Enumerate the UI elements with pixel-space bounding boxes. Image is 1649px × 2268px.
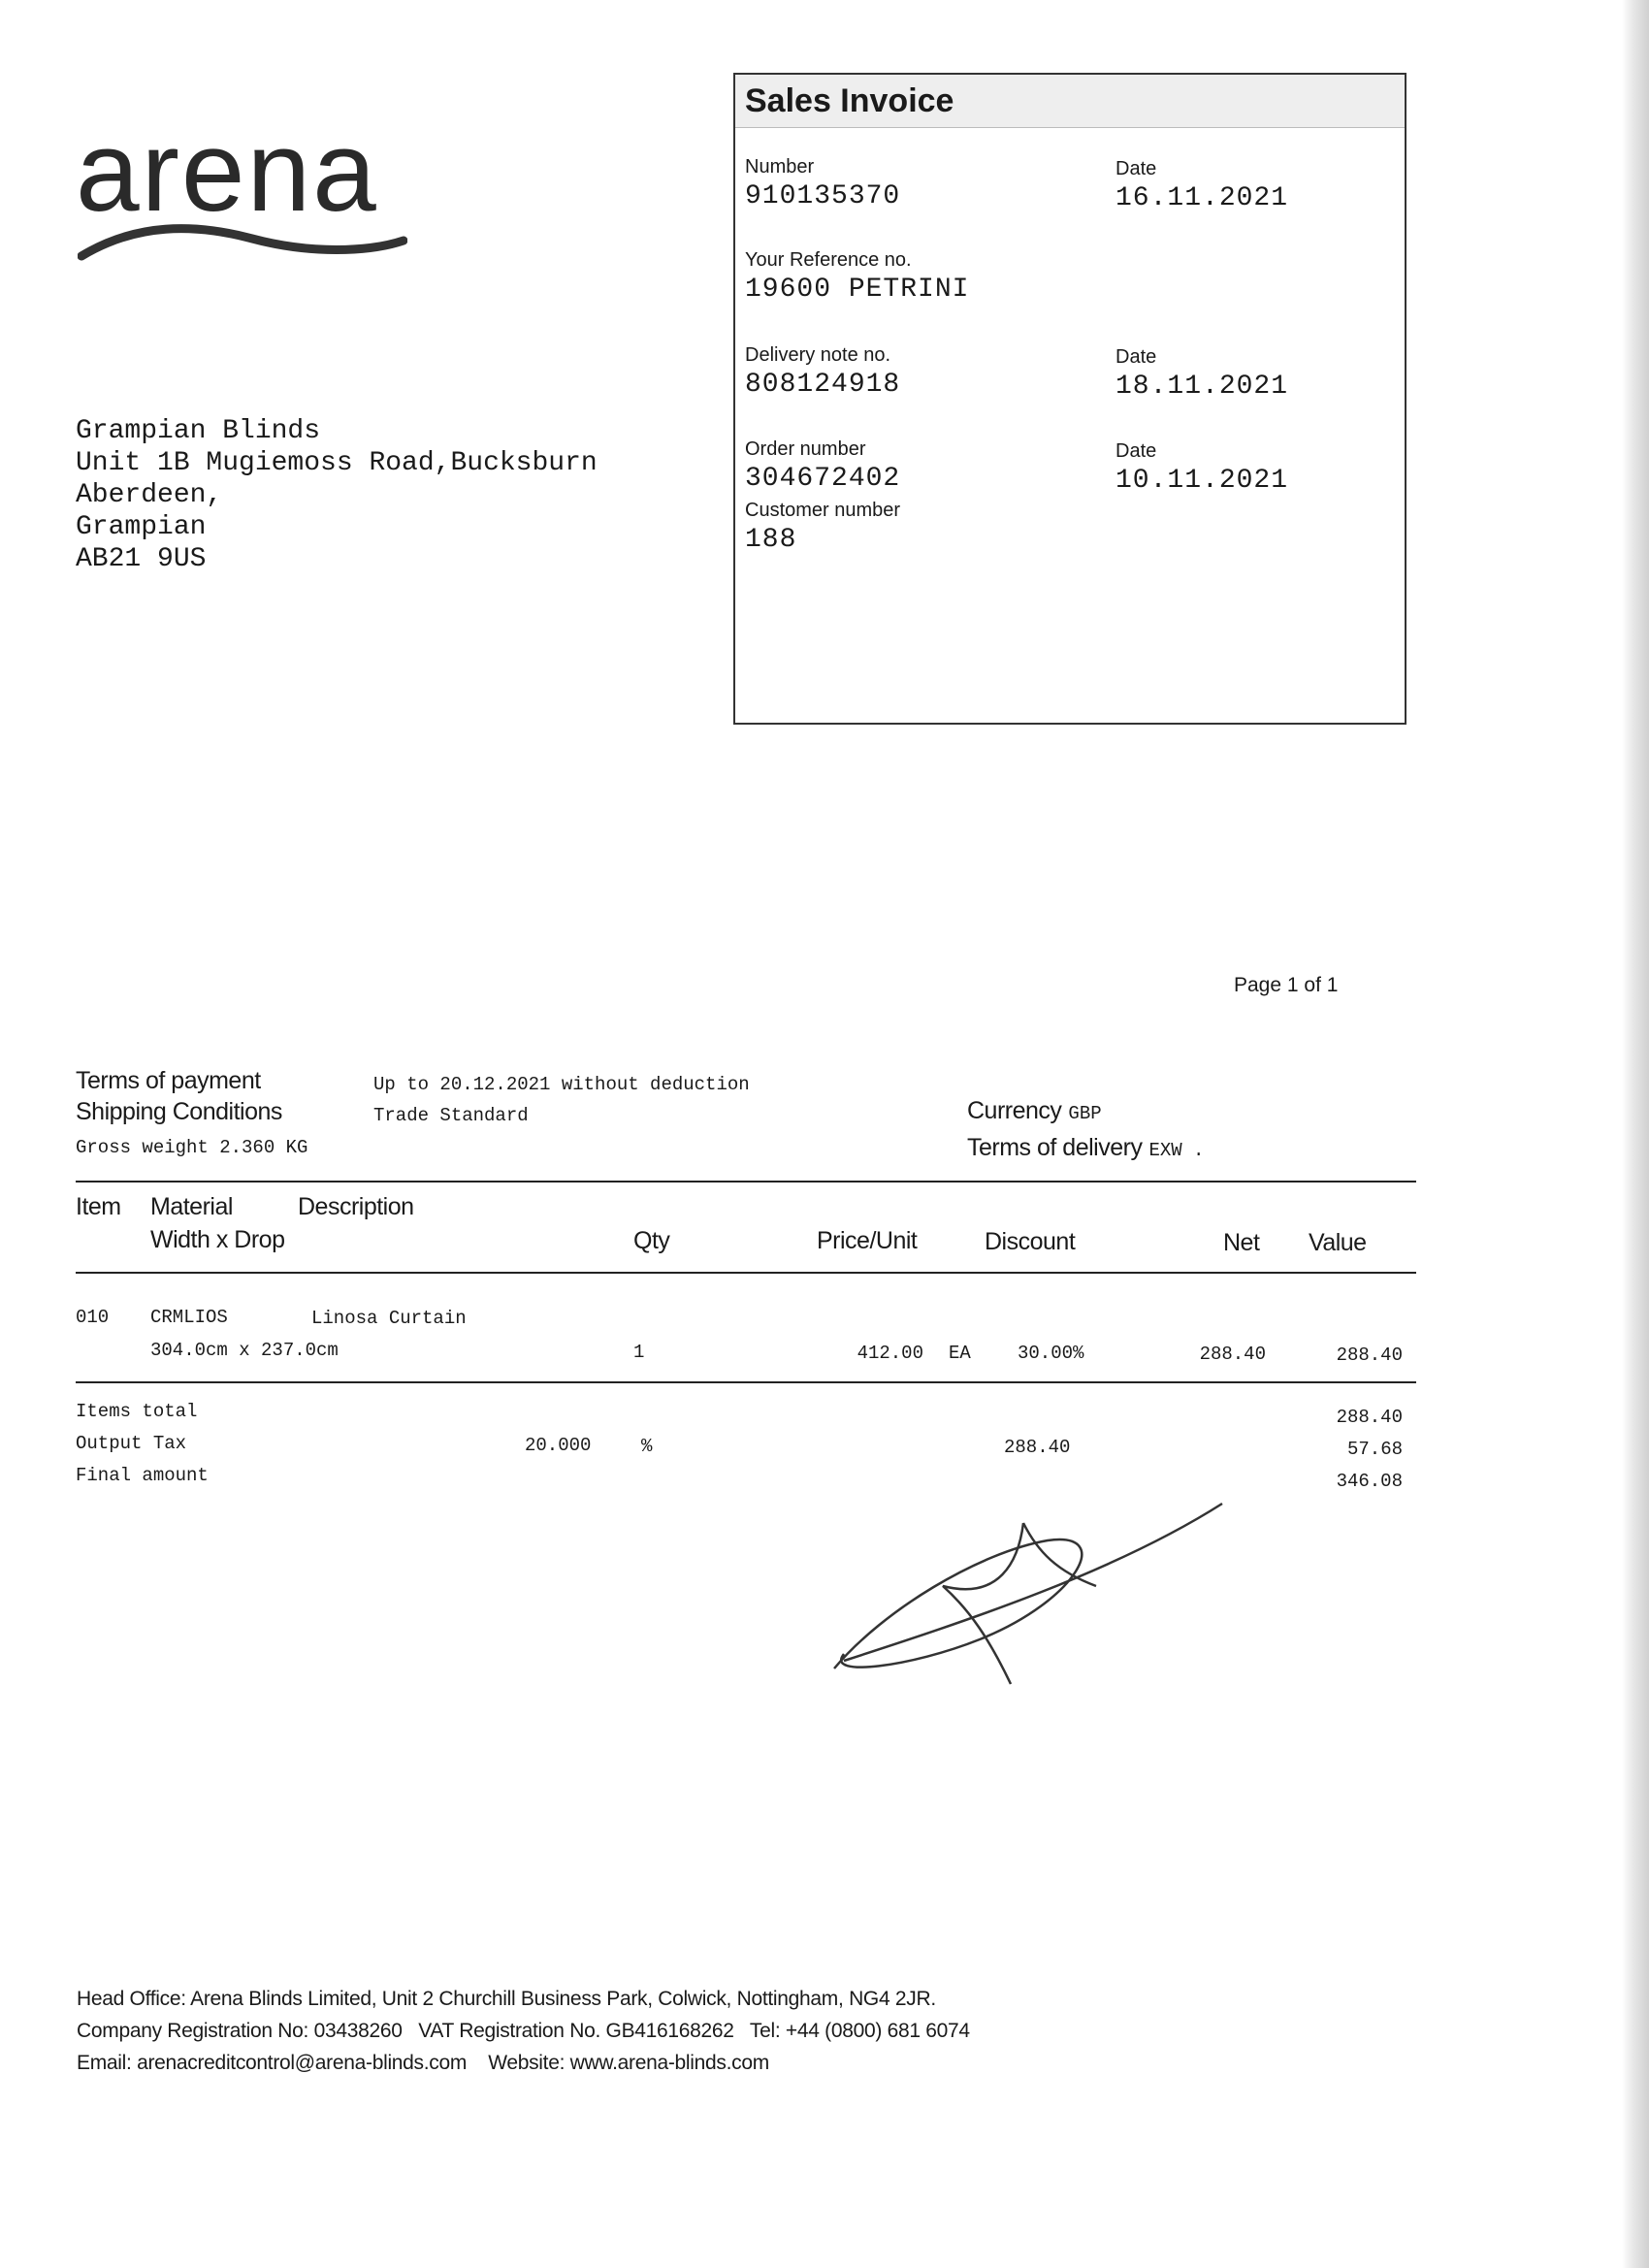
items-total: 288.40 [1336, 1407, 1403, 1428]
row-price: 412.00 [857, 1343, 923, 1364]
order-date-label: Date [1116, 440, 1157, 462]
invoice-date-label: Date [1116, 158, 1157, 179]
currency-value: GBP [1068, 1103, 1102, 1124]
header-qty: Qty [633, 1227, 670, 1254]
tax-rate: 20.000 [525, 1435, 592, 1456]
row-material: CRMLIOS [150, 1307, 228, 1328]
footer-contact: Email: arenacreditcontrol@arena-blinds.com Website: www.arena-blinds.com [77, 2052, 769, 2074]
terms-of-payment-label: Terms of payment [76, 1067, 261, 1094]
terms-of-delivery-value: EXW . [1148, 1140, 1205, 1161]
row-description: Linosa Curtain [311, 1308, 467, 1329]
output-tax: 57.68 [1346, 1439, 1403, 1460]
footer-registration: Company Registration No: 03438260 VAT Registration No. GB416168262 Tel: +44 (0800) 681 6074 [77, 2020, 970, 2042]
shipping-conditions: Trade Standard [373, 1105, 529, 1126]
row-size: 304.0cm x 237.0cm [150, 1340, 339, 1361]
logo-wave-icon [78, 213, 407, 264]
tax-base: 288.40 [1004, 1437, 1071, 1458]
output-tax-label: Output Tax [76, 1433, 187, 1454]
page-indicator: Page 1 of 1 [1234, 974, 1339, 996]
invoice-date: 16.11.2021 [1116, 183, 1289, 213]
divider [76, 1181, 1416, 1183]
scan-edge [1622, 0, 1649, 2268]
gross-weight: Gross weight 2.360 KG [76, 1137, 308, 1158]
customer-number: 188 [745, 525, 797, 555]
invoice-number: 910135370 [745, 181, 901, 211]
header-value: Value [1309, 1229, 1367, 1256]
final-amount: 346.08 [1336, 1471, 1403, 1492]
order-number: 304672402 [745, 464, 901, 494]
shipping-conditions-label: Shipping Conditions [76, 1098, 282, 1125]
address-line: Grampian Blinds [76, 416, 321, 446]
row-value: 288.40 [1336, 1345, 1403, 1366]
address-line: Unit 1B Mugiemoss Road,Bucksburn [76, 448, 598, 478]
address-line: Grampian [76, 512, 207, 542]
logo-text: arena [76, 108, 378, 236]
reference-number: 19600 PETRINI [745, 275, 970, 305]
header-item: Item [76, 1193, 121, 1220]
terms-of-payment: Up to 20.12.2021 without deduction [373, 1074, 750, 1095]
delivery-note-number: 808124918 [745, 370, 901, 400]
delivery-terms-field [967, 1104, 1205, 1161]
delivery-note-label: Delivery note no. [745, 344, 891, 366]
address-line: Aberdeen, [76, 480, 223, 510]
reference-label: Your Reference no. [745, 249, 912, 271]
tax-percent: % [641, 1436, 653, 1457]
header-net: Net [1223, 1229, 1260, 1256]
row-item: 010 [76, 1307, 110, 1328]
address-line: AB21 9US [76, 544, 207, 574]
final-amount-label: Final amount [76, 1465, 209, 1486]
footer-head-office: Head Office: Arena Blinds Limited, Unit 2 Churchill Business Park, Colwick, Nottingham, NG4 2JR. [77, 1988, 936, 2010]
invoice-number-label: Number [745, 156, 815, 178]
invoice-title: Sales Invoice [745, 82, 954, 119]
header-price-unit: Price/Unit [817, 1227, 918, 1254]
row-unit: EA [949, 1343, 971, 1364]
terms-of-delivery-label: Terms of delivery [967, 1134, 1143, 1161]
order-date: 10.11.2021 [1116, 466, 1289, 496]
row-discount: 30.00% [1018, 1343, 1084, 1364]
header-description: Description [298, 1193, 414, 1220]
signature-icon [824, 1494, 1232, 1698]
divider [76, 1272, 1416, 1274]
customer-address [76, 415, 598, 575]
divider [76, 1381, 1416, 1383]
currency-label: Currency [967, 1097, 1062, 1124]
order-number-label: Order number [745, 438, 866, 460]
header-discount: Discount [985, 1228, 1076, 1255]
invoice-details-box [733, 73, 1406, 725]
delivery-date-label: Date [1116, 346, 1157, 368]
customer-number-label: Customer number [745, 500, 901, 521]
row-qty: 1 [633, 1342, 645, 1363]
delivery-date: 18.11.2021 [1116, 372, 1289, 402]
header-width-drop: Width x Drop [150, 1226, 285, 1253]
items-total-label: Items total [76, 1401, 198, 1422]
currency-field [967, 1067, 1102, 1124]
header-material: Material [150, 1193, 233, 1220]
row-net: 288.40 [1199, 1344, 1266, 1365]
